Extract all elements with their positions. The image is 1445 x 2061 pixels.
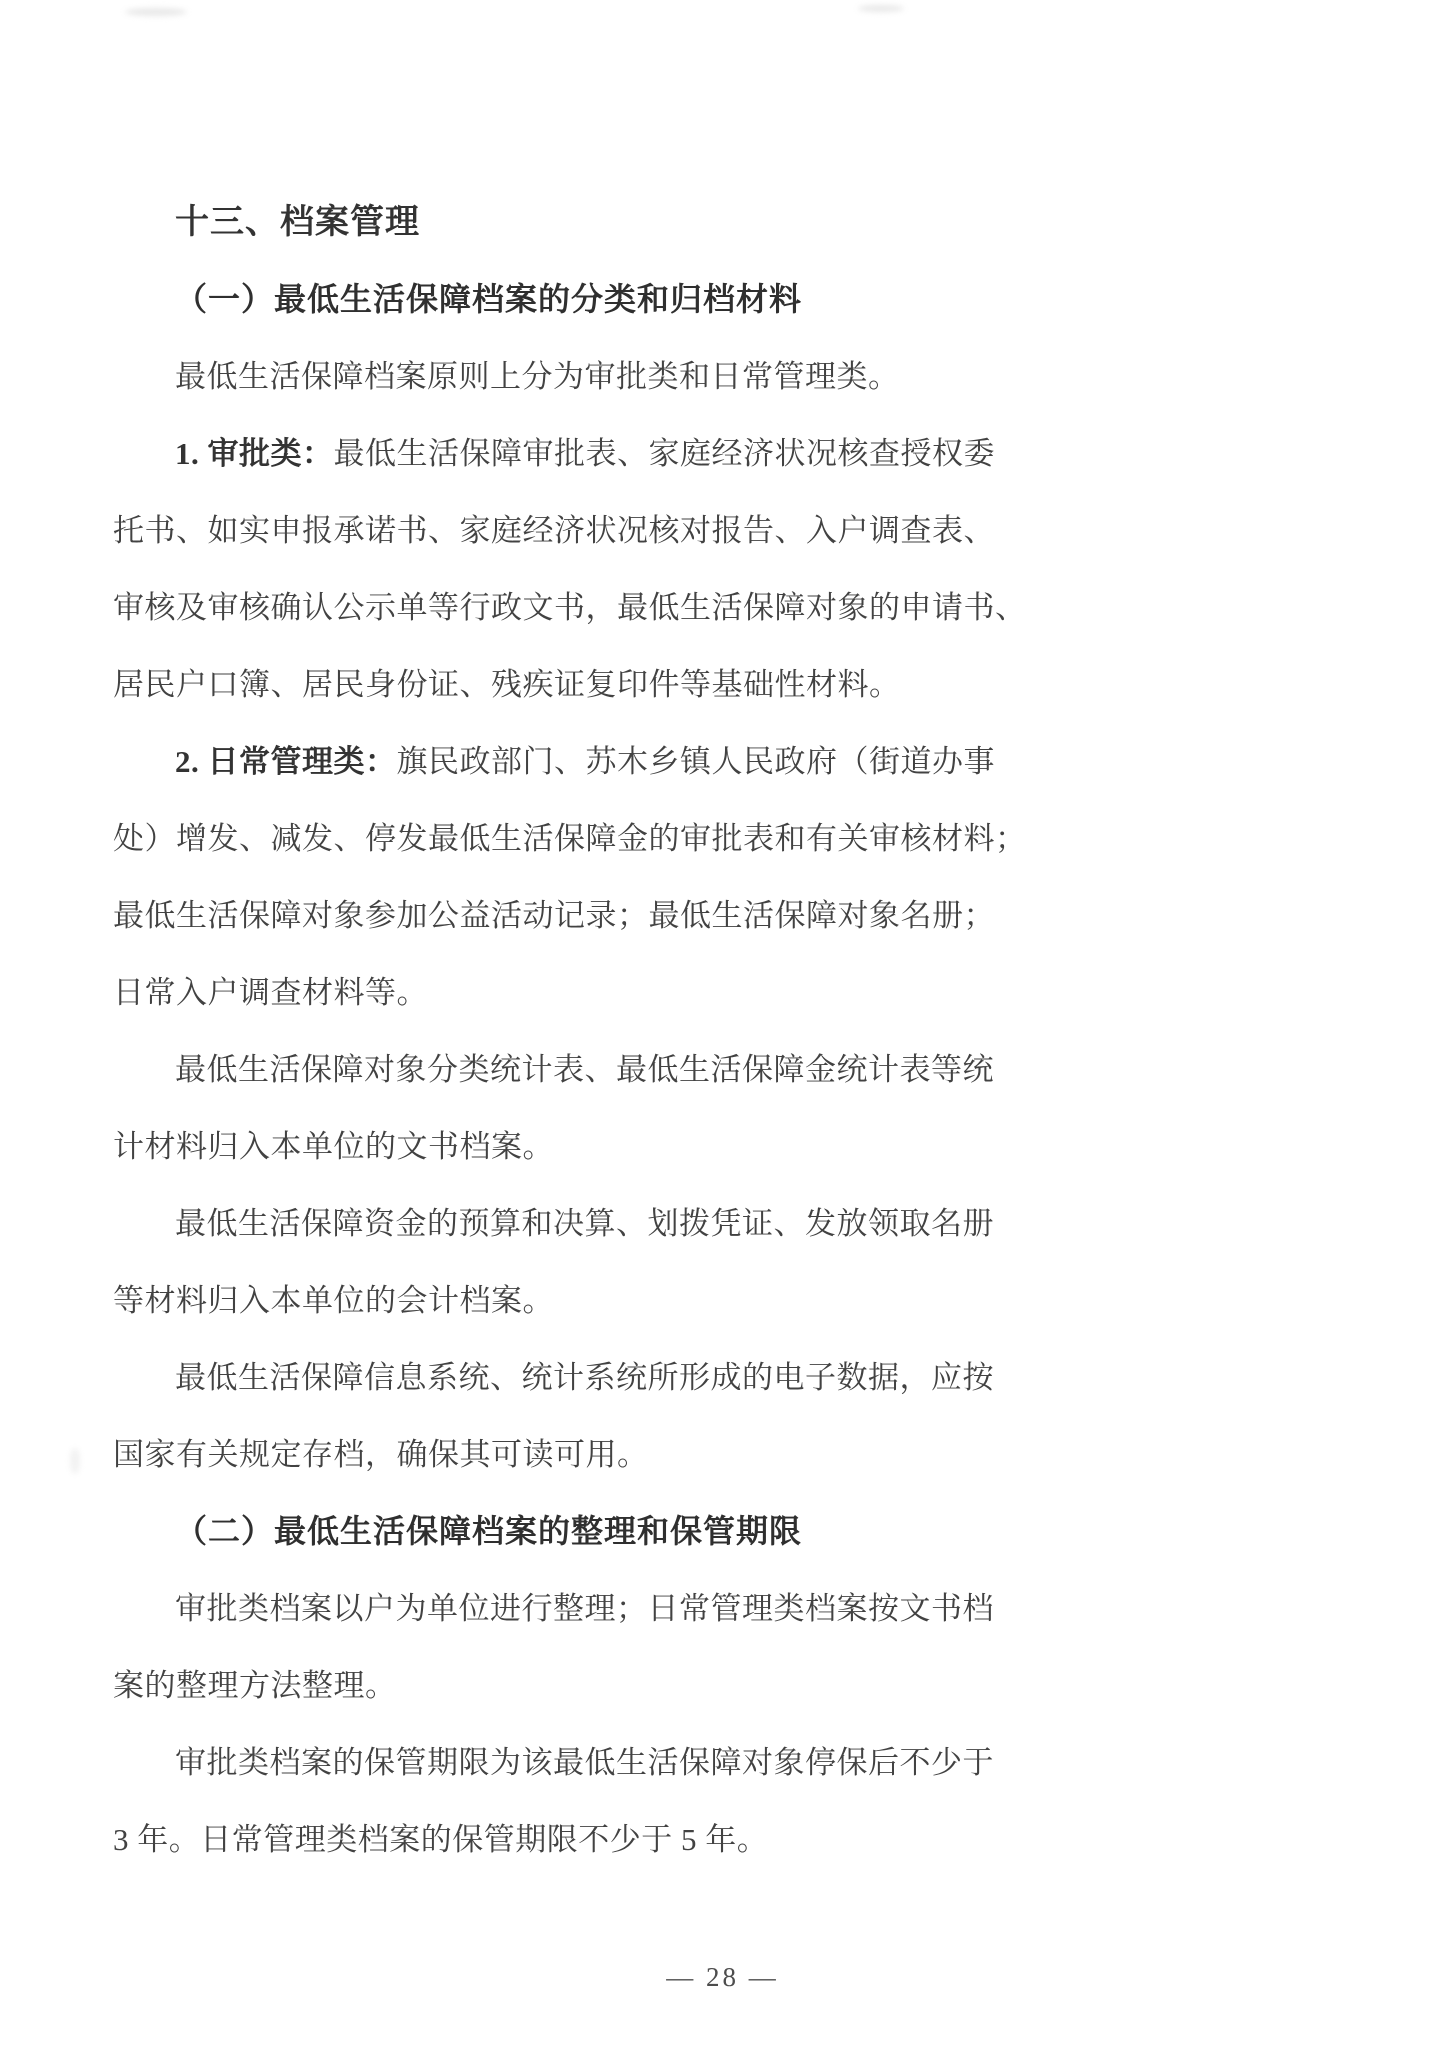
page-number: — 28 — (666, 1962, 779, 1992)
body-text-line: 审批类档案的保管期限为该最低生活保障对象停保后不少于 (175, 1745, 994, 1780)
body-text-line: 处）增发、减发、停发最低生活保障金的审批表和有关审核材料； (113, 821, 1027, 856)
body-text-line: 托书、如实申报承诺书、家庭经济状况核对报告、入户调查表、 (113, 513, 995, 548)
body-text-line: 最低生活保障信息系统、统计系统所形成的电子数据，应按 (175, 1360, 994, 1395)
document-body (113, 184, 1027, 1878)
body-text-line: 最低生活保障档案原则上分为审批类和日常管理类。 (175, 359, 900, 394)
body-text-line (113, 723, 1013, 800)
body-text-line: 国家有关规定存档，确保其可读可用。 (113, 1437, 649, 1472)
line-text: 最低生活保障审批表、家庭经济状况核查授权委 (333, 436, 995, 471)
body-text-line: 等材料归入本单位的会计档案。 (113, 1283, 554, 1318)
body-text-line: 3 年。日常管理类档案的保管期限不少于 5 年。 (113, 1822, 769, 1857)
body-text-line: 居民户口簿、居民身份证、残疾证复印件等基础性材料。 (113, 667, 901, 702)
body-text-line: 最低生活保障资金的预算和决算、划拨凭证、发放领取名册 (175, 1206, 994, 1241)
section-heading: 十三、档案管理 (175, 203, 420, 241)
scan-artifact (858, 5, 904, 12)
line-text: 旗民政部门、苏木乡镇人民政府（街道办事 (396, 744, 995, 779)
body-text-line: 最低生活保障对象参加公益活动记录；最低生活保障对象名册； (113, 898, 995, 933)
body-text-line (113, 415, 1013, 492)
body-text-line: 审核及审核确认公示单等行政文书，最低生活保障对象的申请书、 (113, 590, 1027, 625)
body-text-line: 计材料归入本单位的文书档案。 (113, 1129, 554, 1164)
list-item-label: 1. 审批类： (175, 436, 334, 471)
subsection-heading: （二）最低生活保障档案的整理和保管期限 (175, 1513, 803, 1549)
body-text-line: 最低生活保障对象分类统计表、最低生活保障金统计表等统 (175, 1052, 994, 1087)
scan-artifact (125, 8, 187, 16)
subsection-heading: （一）最低生活保障档案的分类和归档材料 (175, 281, 803, 317)
body-text-line: 日常入户调查材料等。 (113, 975, 428, 1010)
body-text-line: 审批类档案以户为单位进行整理；日常管理类档案按文书档 (175, 1591, 994, 1626)
scan-artifact (70, 1448, 80, 1474)
list-item-label: 2. 日常管理类： (175, 744, 397, 779)
body-text-line: 案的整理方法整理。 (113, 1668, 397, 1703)
